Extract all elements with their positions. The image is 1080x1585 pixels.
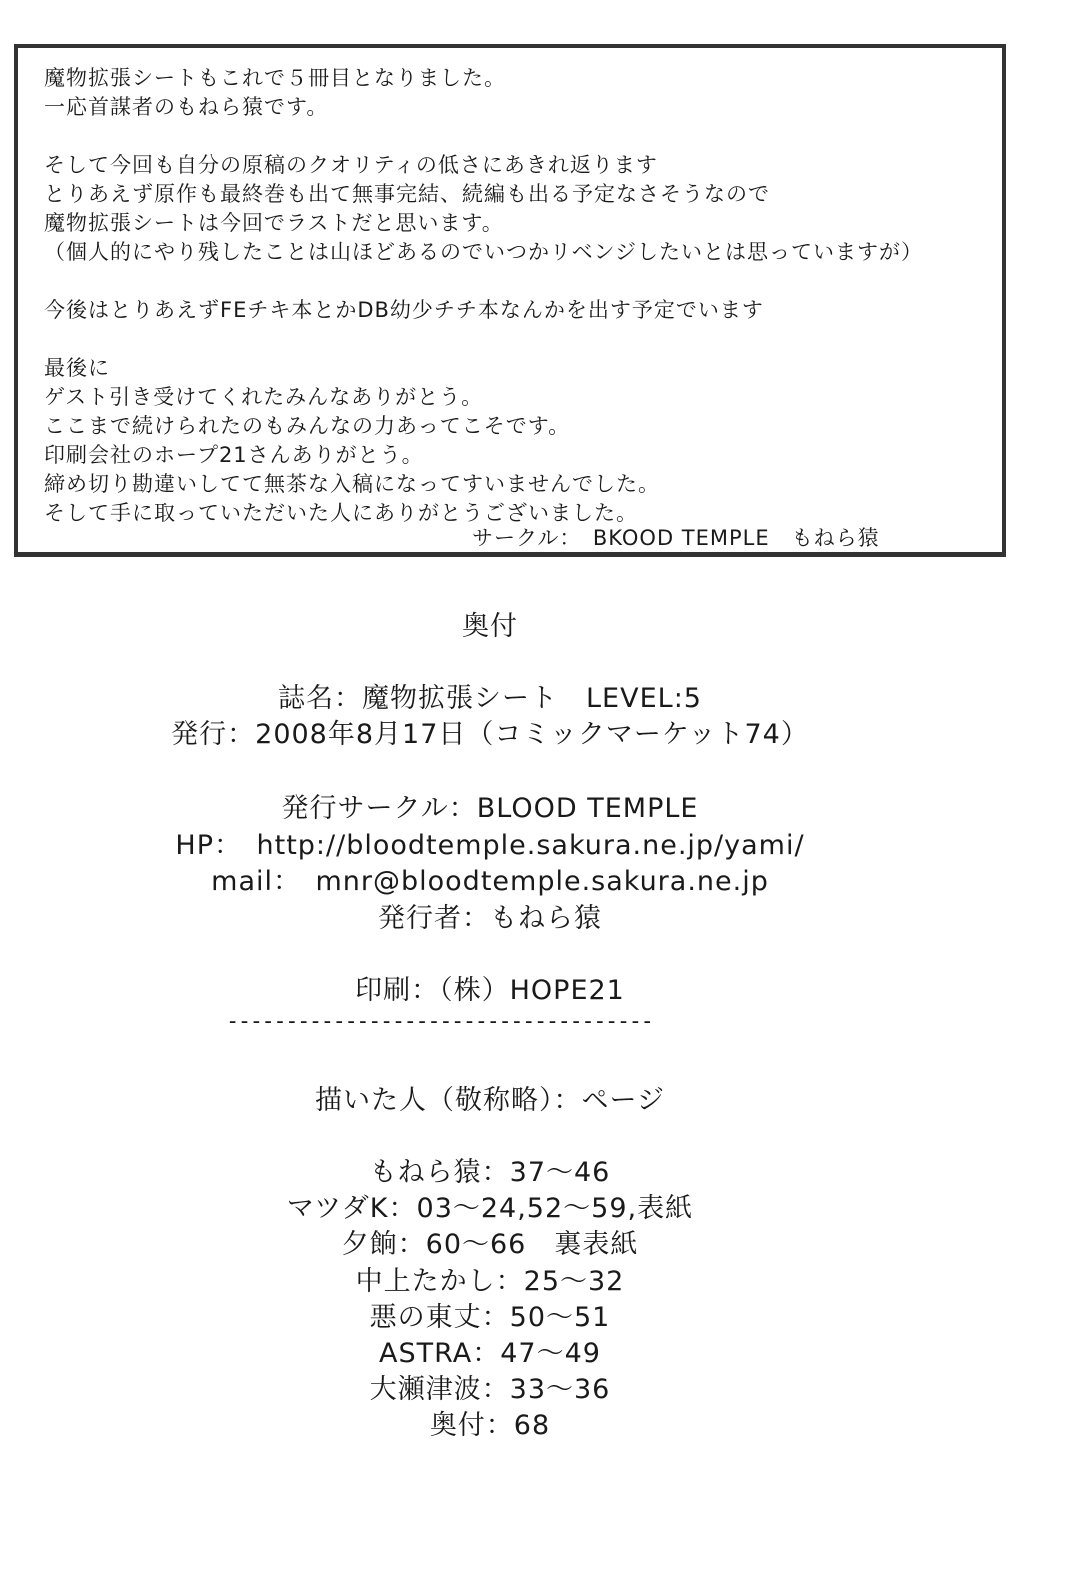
afterword-line: 今後はとりあえずFEチキ本とかDB幼少チチ本なんかを出す予定でいます — [44, 298, 764, 322]
afterword-text — [44, 64, 992, 528]
afterword-line: 魔物拡張シートは今回でラストだと思います。 — [44, 211, 504, 235]
divider: ------------------------------------ — [226, 1009, 653, 1034]
artist-row: 悪の東丈：50～51 — [369, 1302, 611, 1333]
afterword-line: 一応首謀者のもねら猿です。 — [44, 95, 329, 119]
artist-row: もねら猿：37～46 — [369, 1157, 611, 1188]
issue-date-line: 発行：2008年8月17日（コミックマーケット74） — [171, 719, 809, 750]
artist-row: 大瀬津波：33～36 — [369, 1374, 611, 1405]
afterword-line: 印刷会社のホープ21さんありがとう。 — [44, 443, 424, 467]
circle-line: 発行サークル：BLOOD TEMPLE — [281, 793, 699, 824]
artists-heading: 描いた人（敬称略）：ページ — [315, 1085, 665, 1116]
artist-row: 夕餉：60～66 裏表紙 — [341, 1229, 639, 1260]
afterword-line: （個人的にやり残したことは山ほどあるのでいつかリベンジしたいとは思っていますが） — [44, 240, 924, 264]
afterword-line — [44, 267, 992, 296]
afterword-line: ここまで続けられたのもみんなの力あってこそです。 — [44, 414, 571, 438]
artist-row: ASTRA：47～49 — [379, 1338, 601, 1369]
afterword-line: 最後に — [44, 356, 110, 380]
afterword-line: ゲスト引き受けてくれたみんなありがとう。 — [44, 385, 484, 409]
publisher-line: 発行者：もねら猿 — [378, 903, 602, 934]
printer-line: 印刷：（株）HOPE21 — [355, 975, 625, 1006]
artist-row: 中上たかし：25～32 — [355, 1266, 625, 1297]
afterword-line — [44, 325, 992, 354]
afterword-line: 魔物拡張シートもこれで５冊目となりました。 — [44, 66, 506, 90]
colophon-heading: 奥付 — [462, 611, 518, 642]
afterword-line — [44, 122, 992, 151]
afterword-line: とりあえず原作も最終巻も出て無事完結、続編も出る予定なさそうなので — [44, 182, 770, 206]
afterword-signature: サークル： BKOOD TEMPLE もねら猿 — [472, 526, 880, 550]
mail-line: mail： mnr@bloodtemple.sakura.ne.jp — [211, 866, 769, 897]
artist-row: 奥付：68 — [429, 1410, 551, 1441]
homepage-line: HP： http://bloodtemple.sakura.ne.jp/yami/ — [175, 830, 805, 861]
book-title-line: 誌名：魔物拡張シート LEVEL:5 — [278, 683, 702, 714]
afterword-line: そして今回も自分の原稿のクオリティの低さにあきれ返ります — [44, 153, 658, 177]
afterword-line: そして手に取っていただいた人にありがとうございました。 — [44, 501, 638, 525]
afterword-line: 締め切り勘違いしてて無茶な入稿になってすいませんでした。 — [44, 472, 660, 496]
artist-row: マツダK：03～24,52～59,表紙 — [286, 1193, 694, 1224]
afterword-box — [14, 44, 1006, 557]
